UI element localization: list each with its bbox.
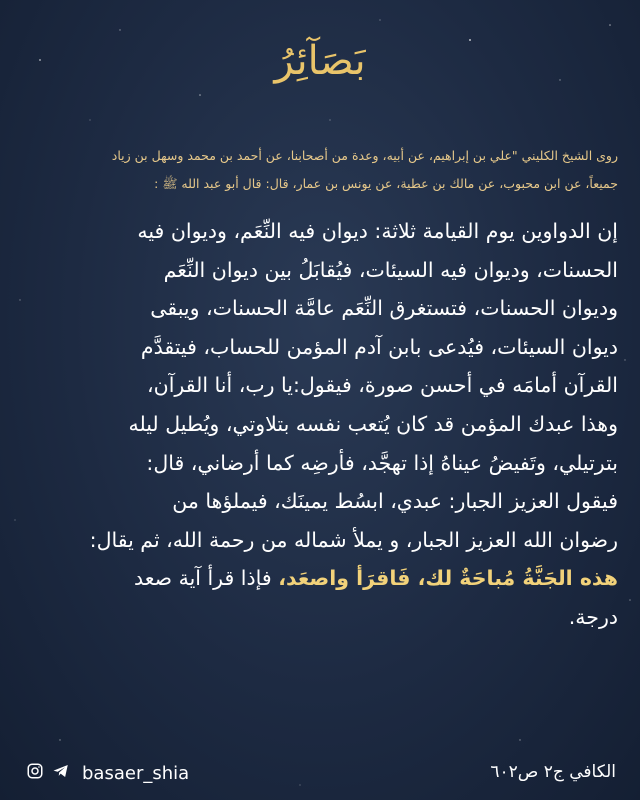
narration-line: جميعاً، عن ابن محبوب، عن مالك بن عطية، عن يونس بن عمار، قال: قال أبو عبد الله ﷺ : xyxy=(154,176,618,191)
social-links xyxy=(26,762,189,784)
hadith-line: الحسنات، وديوان فيه السيئات، فيُقابَلُ بين ديوان النِّعَم xyxy=(163,257,618,282)
telegram-icon[interactable] xyxy=(52,762,70,784)
hadith-text xyxy=(18,212,618,637)
hadith-line: وديوان الحسنات، فتستغرق النِّعَم عامَّة الحسنات، ويبقى xyxy=(150,296,618,321)
hadith-line: ديوان السيئات، فيُدعى بابن آدم المؤمن للحساب، فيتقدَّم xyxy=(140,334,618,359)
hadith-line: إن الدواوين يوم القيامة ثلاثة: ديوان فيه النِّعَم، وديوان فيه xyxy=(137,219,618,243)
hadith-line: فيقول العزيز الجبار: عبدي، ابسُط يمينَك، فيملؤها من xyxy=(172,489,618,514)
source-citation: الكافي ج٢ ص٦٠٢ xyxy=(490,762,616,782)
social-handle[interactable]: basaer_shia xyxy=(82,762,190,784)
hadith-line: درجة. xyxy=(568,604,618,629)
instagram-icon[interactable] xyxy=(26,762,44,784)
hadith-line-rest: فإذا قرأ آية صعد xyxy=(134,566,279,591)
hadith-line: رضوان الله العزيز الجبار، و يملأ شماله من رحمة الله، ثم يقال: xyxy=(89,527,618,552)
narration-line: روى الشيخ الكليني "علي بن إبراهيم، عن أبيه، وعدة من أصحابنا، عن أحمد بن محمد وسهل بن زياد xyxy=(111,148,618,163)
hadith-line-highlighted xyxy=(18,559,618,598)
hadith-line: بترتيلي، وتَفيضُ عيناهُ إذا تهجَّد، فأرضِه كما أرضاني، قال: xyxy=(146,450,618,475)
page-title: بَصَآئِرُ xyxy=(274,38,366,84)
hadith-line: القرآن أمامَه في أحسن صورة، فيقول:يا رب، أنا القرآن، xyxy=(147,373,618,398)
footer xyxy=(0,758,640,790)
highlighted-phrase: هذه الجَنَّةُ مُباحَةٌ لك، فَاقرَأ واصعَد، xyxy=(278,566,618,591)
hadith-line: وهذا عبدك المؤمن قد كان يُتعب نفسه بتلاوتي، ويُطيل ليله xyxy=(128,411,618,436)
narration-chain xyxy=(18,142,618,198)
